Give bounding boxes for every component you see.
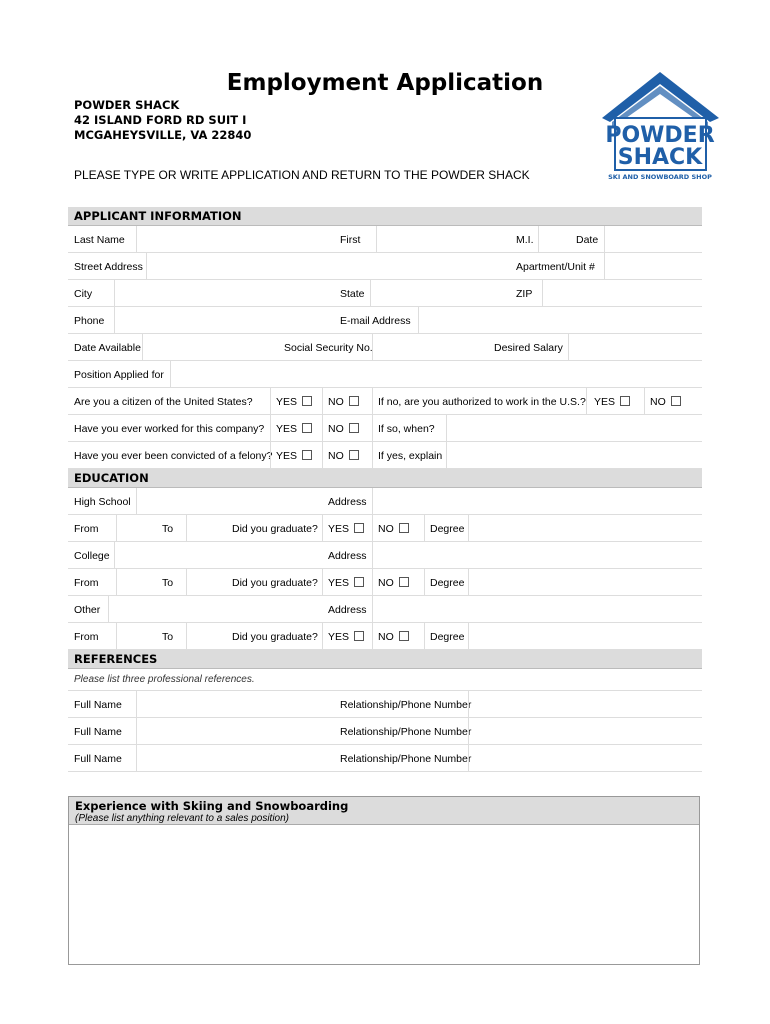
application-form [68, 207, 702, 772]
state-label: State [340, 288, 365, 300]
last-name-field[interactable] [136, 226, 337, 252]
zip-field[interactable] [542, 280, 703, 306]
page-title: Employment Application [226, 70, 544, 96]
reference-row [68, 718, 702, 745]
high-school-label: High School [74, 496, 131, 508]
company-address [74, 98, 251, 143]
felony-no[interactable] [328, 450, 359, 462]
no-label: NO [650, 396, 666, 408]
hs-yes[interactable] [328, 523, 364, 535]
ref-name-label: Full Name [74, 753, 122, 765]
worked-no[interactable] [328, 423, 359, 435]
no-label: NO [378, 631, 394, 643]
mi-label: M.I. [516, 234, 534, 246]
divider [372, 388, 373, 414]
high-school-field[interactable] [136, 488, 323, 514]
checkbox[interactable] [302, 396, 312, 406]
row-other [68, 596, 702, 623]
checkbox[interactable] [354, 631, 364, 641]
salary-field[interactable] [568, 334, 703, 360]
checkbox[interactable] [349, 396, 359, 406]
college-no[interactable] [378, 577, 409, 589]
experience-box [68, 796, 700, 965]
hs-from-field[interactable] [116, 515, 157, 541]
divider [322, 442, 323, 468]
yes-label: YES [276, 396, 298, 408]
divider [322, 388, 323, 414]
phone-field[interactable] [114, 307, 337, 333]
experience-title: Experience with Skiing and Snowboarding [75, 799, 349, 813]
company-city: MCGAHEYSVILLE, VA 22840 [74, 128, 252, 142]
other-from-field[interactable] [116, 623, 157, 649]
divider [270, 415, 271, 441]
logo-tagline: SKI AND SNOWBOARD SHOP [608, 173, 712, 181]
section-applicant: APPLICANT INFORMATION [68, 207, 702, 226]
ssn-field[interactable] [372, 334, 489, 360]
ref-relationship-field[interactable] [468, 745, 703, 771]
divider [372, 515, 373, 541]
ref-relationship-label: Relationship/Phone Number [340, 699, 472, 711]
ref-relationship-field[interactable] [468, 718, 703, 744]
college-degree-field[interactable] [468, 569, 703, 595]
divider [424, 569, 425, 595]
divider [322, 569, 323, 595]
no-label: NO [378, 523, 394, 535]
company-street: 42 ISLAND FORD RD SUIT I [74, 113, 247, 127]
divider [372, 623, 373, 649]
if-yes-explain-label: If yes, explain [378, 450, 443, 462]
ref-name-label: Full Name [74, 726, 122, 738]
salary-label: Desired Salary [494, 342, 563, 354]
divider [586, 388, 587, 414]
divider [270, 442, 271, 468]
hs-degree-label: Degree [430, 523, 465, 535]
college-yes[interactable] [328, 577, 364, 589]
date-field[interactable] [604, 226, 703, 252]
ref-relationship-field[interactable] [468, 691, 703, 717]
yes-label: YES [328, 631, 350, 643]
citizen-question: Are you a citizen of the United States? [74, 396, 253, 408]
other-address-field[interactable] [372, 596, 703, 622]
section-references: REFERENCES [68, 650, 702, 669]
row-city [68, 280, 702, 307]
college-label: College [74, 550, 110, 562]
hs-to-field[interactable] [186, 515, 227, 541]
divider [424, 515, 425, 541]
other-degree-label: Degree [430, 631, 465, 643]
row-phone [68, 307, 702, 334]
last-name-label: Last Name [74, 234, 125, 246]
if-so-when-field[interactable] [446, 415, 703, 441]
ssn-label: Social Security No. [284, 342, 373, 354]
checkbox[interactable] [399, 523, 409, 533]
street-field[interactable] [146, 253, 511, 279]
other-label: Other [74, 604, 101, 616]
checkbox[interactable] [302, 450, 312, 460]
hs-address-label: Address [328, 496, 367, 508]
logo-line1: POWDER [605, 123, 715, 148]
if-so-when-label: If so, when? [378, 423, 435, 435]
other-address-label: Address [328, 604, 367, 616]
row-college-dates [68, 569, 702, 596]
other-no[interactable] [378, 631, 409, 643]
citizen-no[interactable] [328, 396, 359, 408]
row-felony [68, 442, 702, 469]
hs-address-field[interactable] [372, 488, 703, 514]
checkbox[interactable] [354, 577, 364, 587]
checkbox[interactable] [620, 396, 630, 406]
experience-textarea[interactable] [69, 825, 699, 964]
city-field[interactable] [114, 280, 337, 306]
apt-field[interactable] [604, 253, 703, 279]
authorized-no[interactable] [650, 396, 681, 408]
other-graduate-label: Did you graduate? [232, 631, 318, 643]
divider [644, 388, 645, 414]
date-available-label: Date Available [74, 342, 141, 354]
row-street [68, 253, 702, 280]
company-name: POWDER SHACK [74, 98, 180, 112]
ref-name-field[interactable] [136, 745, 337, 771]
row-citizen [68, 388, 702, 415]
reference-row [68, 745, 702, 772]
college-to-field[interactable] [186, 569, 227, 595]
row-position [68, 361, 702, 388]
checkbox[interactable] [302, 423, 312, 433]
divider [322, 415, 323, 441]
row-other-dates [68, 623, 702, 650]
checkbox[interactable] [399, 631, 409, 641]
first-name-field[interactable] [376, 226, 511, 252]
logo-line2: SHACK [617, 145, 703, 170]
checkbox[interactable] [349, 450, 359, 460]
row-hs-dates [68, 515, 702, 542]
ref-relationship-label: Relationship/Phone Number [340, 753, 472, 765]
powder-shack-logo [598, 70, 723, 182]
hs-no[interactable] [378, 523, 409, 535]
divider [270, 388, 271, 414]
references-note: Please list three professional references. [68, 669, 702, 691]
street-label: Street Address [74, 261, 143, 273]
reference-row [68, 691, 702, 718]
row-highschool [68, 488, 702, 515]
other-to-label: To [162, 631, 174, 643]
divider [322, 623, 323, 649]
ref-name-field[interactable] [136, 718, 337, 744]
explain-field[interactable] [446, 442, 703, 468]
checkbox[interactable] [671, 396, 681, 406]
other-degree-field[interactable] [468, 623, 703, 649]
row-name [68, 226, 702, 253]
row-availability [68, 334, 702, 361]
ref-relationship-label: Relationship/Phone Number [340, 726, 472, 738]
experience-header [69, 797, 699, 825]
row-college [68, 542, 702, 569]
experience-subtitle: (Please list anything relevant to a sales position) [75, 813, 290, 824]
college-degree-label: Degree [430, 577, 465, 589]
college-address-field[interactable] [372, 542, 703, 568]
checkbox[interactable] [399, 577, 409, 587]
email-field[interactable] [418, 307, 703, 333]
college-to-label: To [162, 577, 174, 589]
other-field[interactable] [108, 596, 323, 622]
other-from-label: From [74, 631, 99, 643]
no-label: NO [328, 396, 344, 408]
date-label: Date [576, 234, 599, 246]
divider [372, 415, 373, 441]
college-address-label: Address [328, 550, 367, 562]
row-worked [68, 415, 702, 442]
checkbox[interactable] [349, 423, 359, 433]
phone-label: Phone [74, 315, 105, 327]
divider [372, 569, 373, 595]
hs-from-label: From [74, 523, 99, 535]
yes-label: YES [276, 423, 298, 435]
felony-question: Have you ever been convicted of a felony? [74, 450, 273, 462]
yes-label: YES [594, 396, 616, 408]
felony-yes[interactable] [276, 450, 312, 462]
authorized-yes[interactable] [594, 396, 630, 408]
apt-label: Apartment/Unit # [516, 261, 595, 273]
yes-label: YES [328, 523, 350, 535]
no-label: NO [378, 577, 394, 589]
other-yes[interactable] [328, 631, 364, 643]
divider [322, 515, 323, 541]
zip-label: ZIP [516, 288, 533, 300]
no-label: NO [328, 450, 344, 462]
city-label: City [74, 288, 93, 300]
college-field[interactable] [114, 542, 323, 568]
ref-name-field[interactable] [136, 691, 337, 717]
date-available-field[interactable] [142, 334, 279, 360]
section-education: EDUCATION [68, 469, 702, 488]
yes-label: YES [328, 577, 350, 589]
other-to-field[interactable] [186, 623, 227, 649]
email-label: E-mail Address [340, 315, 411, 327]
first-name-label: First [340, 234, 361, 246]
hs-degree-field[interactable] [468, 515, 703, 541]
position-field[interactable] [170, 361, 703, 387]
college-from-label: From [74, 577, 99, 589]
state-field[interactable] [370, 280, 511, 306]
mi-field[interactable] [538, 226, 571, 252]
divider [372, 442, 373, 468]
worked-yes[interactable] [276, 423, 312, 435]
college-from-field[interactable] [116, 569, 157, 595]
position-label: Position Applied for [74, 369, 164, 381]
yes-label: YES [276, 450, 298, 462]
hs-graduate-label: Did you graduate? [232, 523, 318, 535]
citizen-yes[interactable] [276, 396, 312, 408]
instructions: PLEASE TYPE OR WRITE APPLICATION AND RETURN TO THE POWDER SHACK [74, 168, 530, 182]
ref-name-label: Full Name [74, 699, 122, 711]
checkbox[interactable] [354, 523, 364, 533]
no-label: NO [328, 423, 344, 435]
hs-to-label: To [162, 523, 174, 535]
college-graduate-label: Did you graduate? [232, 577, 318, 589]
worked-question: Have you ever worked for this company? [74, 423, 265, 435]
authorized-question: If no, are you authorized to work in the U.S.? [378, 396, 586, 408]
divider [424, 623, 425, 649]
